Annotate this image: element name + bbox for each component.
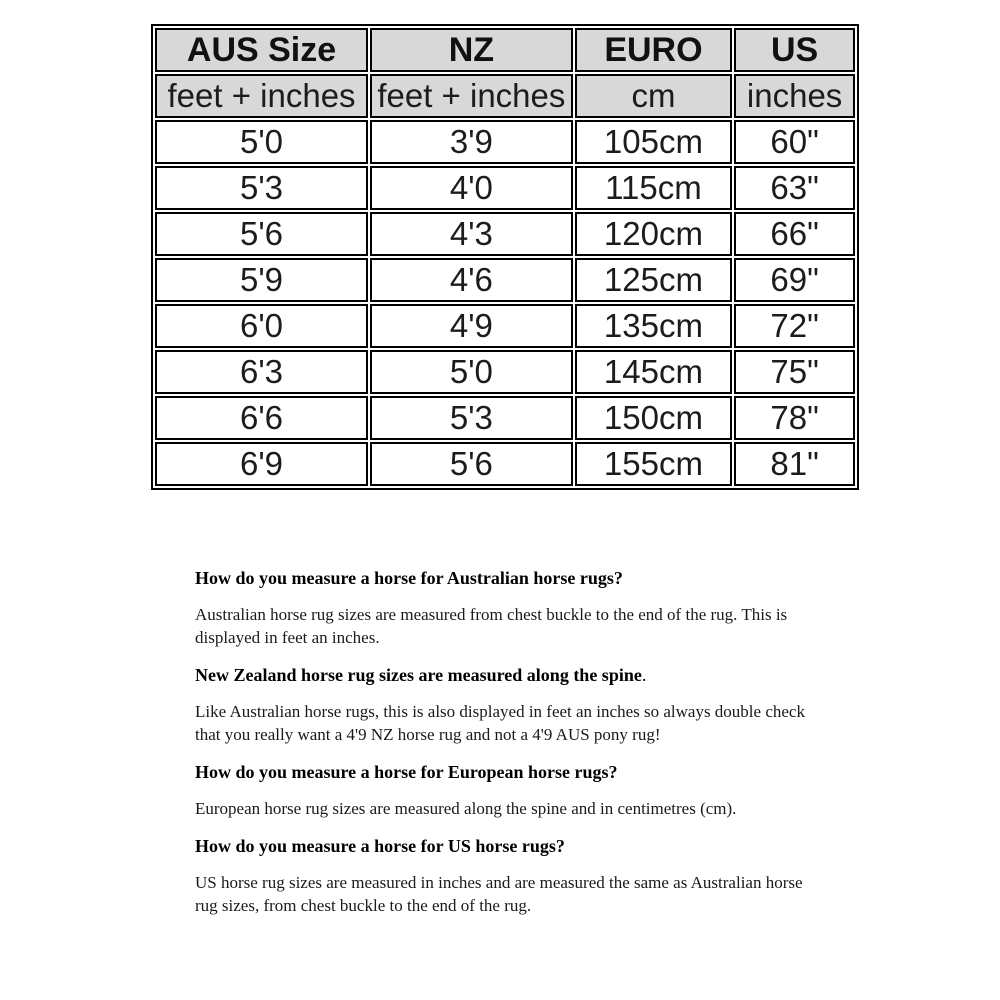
size-cell: 69" — [734, 258, 855, 302]
header-aus-size: AUS Size — [155, 28, 368, 72]
size-cell: 135cm — [575, 304, 733, 348]
size-chart-wrapper — [151, 24, 859, 490]
size-cell: 6'6 — [155, 396, 368, 440]
size-cell: 81" — [734, 442, 855, 486]
size-cell: 5'0 — [370, 350, 573, 394]
size-cell: 72" — [734, 304, 855, 348]
size-cell: 5'0 — [155, 120, 368, 164]
size-cell: 4'3 — [370, 212, 573, 256]
size-cell: 155cm — [575, 442, 733, 486]
table-row — [155, 304, 855, 348]
size-cell: 4'0 — [370, 166, 573, 210]
faq-paragraph-australian: Australian horse rug sizes are measured from chest buckle to the end of the rug. This is displayed in feet an inches. — [195, 605, 788, 647]
size-cell: 4'6 — [370, 258, 573, 302]
table-row — [155, 166, 855, 210]
size-cell: 5'3 — [155, 166, 368, 210]
unit-euro: cm — [575, 74, 733, 118]
header-euro: EURO — [575, 28, 733, 72]
table-row — [155, 396, 855, 440]
unit-us: inches — [734, 74, 855, 118]
size-cell: 60" — [734, 120, 855, 164]
faq-paragraph-us: US horse rug sizes are measured in inches and are measured the same as Australian horse rug sizes, from chest buckle to the end of the rug. — [195, 873, 803, 915]
faq-paragraph-european: European horse rug sizes are measured along the spine and in centimetres (cm). — [195, 799, 737, 818]
column-header-row — [155, 28, 855, 72]
table-row — [155, 350, 855, 394]
unit-aus: feet + inches — [155, 74, 368, 118]
size-cell: 6'9 — [155, 442, 368, 486]
faq-heading-text: How do you measure a horse for European horse rugs? — [195, 762, 618, 782]
size-cell: 66" — [734, 212, 855, 256]
faq-heading-text: How do you measure a horse for Australian horse rugs? — [195, 568, 623, 588]
header-us: US — [734, 28, 855, 72]
size-cell: 75" — [734, 350, 855, 394]
unit-header-row — [155, 74, 855, 118]
table-row — [155, 442, 855, 486]
faq-heading-new-zealand — [195, 664, 815, 686]
size-cell: 4'9 — [370, 304, 573, 348]
faq-heading-text: How do you measure a horse for US horse rugs? — [195, 836, 565, 856]
size-cell: 5'9 — [155, 258, 368, 302]
size-cell: 5'6 — [155, 212, 368, 256]
faq-heading-text: New Zealand horse rug sizes are measured along the spine — [195, 665, 642, 685]
faq-heading-suffix: . — [641, 665, 647, 685]
size-cell: 6'3 — [155, 350, 368, 394]
size-cell: 105cm — [575, 120, 733, 164]
size-chart-table — [151, 24, 859, 490]
header-nz: NZ — [370, 28, 573, 72]
faq-heading-us — [195, 835, 815, 857]
size-cell: 6'0 — [155, 304, 368, 348]
size-cell: 63" — [734, 166, 855, 210]
faq-section — [195, 552, 815, 932]
table-row — [155, 212, 855, 256]
size-cell: 78" — [734, 396, 855, 440]
faq-heading-australian — [195, 567, 815, 589]
size-cell: 145cm — [575, 350, 733, 394]
unit-nz: feet + inches — [370, 74, 573, 118]
size-cell: 115cm — [575, 166, 733, 210]
faq-heading-european — [195, 761, 815, 783]
faq-paragraph-new-zealand: Like Australian horse rugs, this is also displayed in feet an inches so always double check that you really want a 4'9 NZ horse rug and not a 4'9 AUS pony rug! — [195, 702, 805, 744]
size-cell: 3'9 — [370, 120, 573, 164]
size-cell: 150cm — [575, 396, 733, 440]
size-cell: 5'3 — [370, 396, 573, 440]
table-row — [155, 258, 855, 302]
size-cell: 120cm — [575, 212, 733, 256]
size-cell: 5'6 — [370, 442, 573, 486]
size-cell: 125cm — [575, 258, 733, 302]
table-row — [155, 120, 855, 164]
